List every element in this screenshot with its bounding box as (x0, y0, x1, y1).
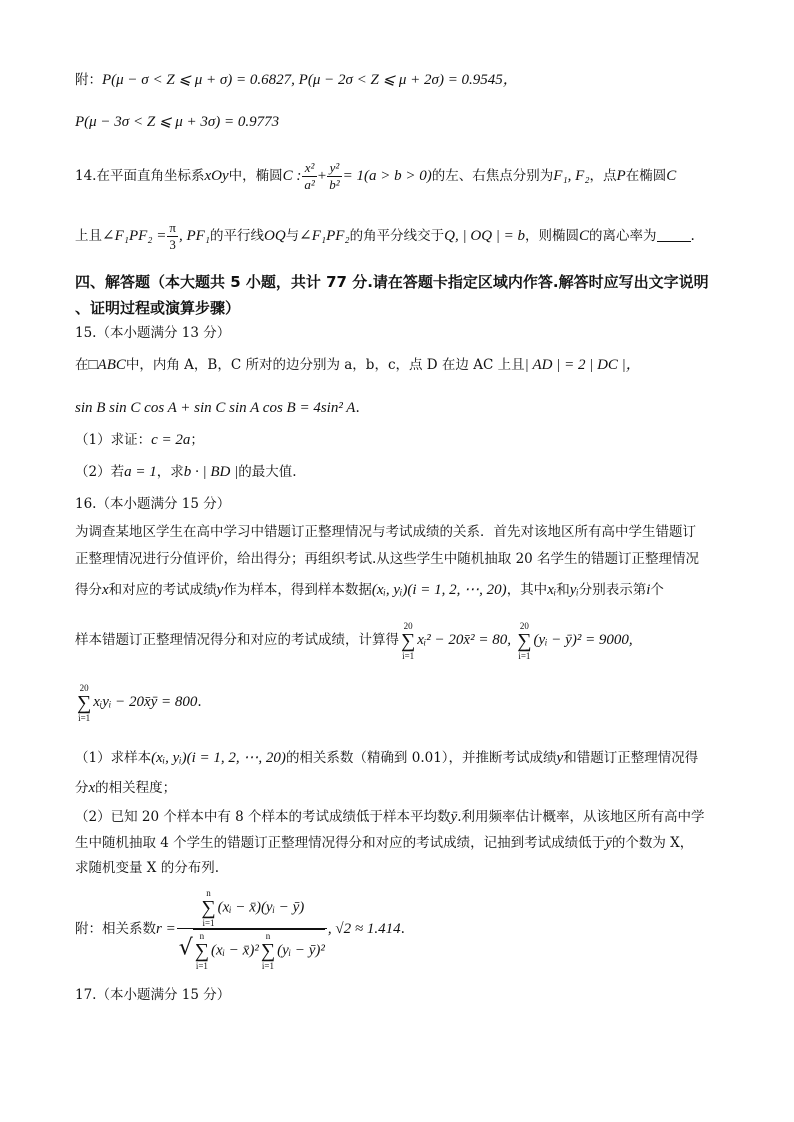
q15-text: ，求 (156, 464, 184, 480)
q16-text: 分别表示第 (578, 582, 647, 598)
q16-text: 作为样本，得到样本数据 (223, 582, 372, 598)
q16-sub-1-line-2 (75, 778, 176, 798)
q16-sub-1-line-1 (75, 748, 698, 768)
ellipse-condition: = 1(a > b > 0) (342, 168, 432, 184)
q16-text: 生中随机抽取 4 个学生的错题订正整理情况得分和对应的考试成绩，记抽到考试成绩低于 (75, 835, 606, 851)
b-times-bd: b · | BD | (183, 464, 239, 480)
q16-text: （2）已知 20 个样本中有 8 个样本的考试成绩低于样本平均数 (75, 809, 451, 825)
sigma-symbol: n ∑ i=1 (260, 931, 276, 971)
sum-upper: n (206, 888, 211, 898)
sigma-symbol: 20 ∑ i=1 (77, 682, 92, 723)
q16-text: ，其中 (506, 582, 548, 598)
q15-text: 在 (75, 357, 89, 373)
var-ybar: ȳ (605, 835, 612, 851)
ad-dc-condition: | AD | = 2 | DC |， (524, 357, 641, 373)
q14-text: 的离心率为 (589, 228, 657, 244)
var-xi: xᵢ (547, 582, 557, 598)
trig-equation: sin B sin C cos A + sin C sin A cos B = 4sin² A (75, 400, 356, 416)
frac-den: b² (329, 177, 340, 192)
sigma-symbol: 20 ∑ i=1 (517, 620, 532, 661)
q-condition: Q, | OQ | = b (444, 228, 526, 244)
q15-text: ； (190, 432, 204, 448)
sum-lower: i=1 (261, 961, 274, 971)
q16-text: 样本错题订正整理情况得分和对应的考试成绩，计算得 (75, 632, 399, 648)
var-y: y (216, 582, 224, 598)
point-p: P (616, 168, 626, 184)
sqrt-body (193, 929, 325, 971)
q15-text: （1）求证： (75, 432, 152, 448)
q16-period: . (400, 921, 405, 937)
sum-lower: i=1 (202, 918, 215, 928)
sqrt-icon: √ (178, 935, 193, 961)
frac-num: π (169, 220, 176, 235)
correlation-appendix (75, 888, 405, 970)
q15-part-1 (75, 430, 204, 450)
appendix-label: 附： (75, 72, 102, 88)
fraction-pi-3 (167, 220, 178, 253)
q15-header: 15.（本小题满分 13 分） (75, 325, 231, 341)
section-4-heading-line-2: 、证明过程或演算步骤） (75, 299, 241, 317)
q16-text: 和 (556, 582, 570, 598)
q16-text: 的相关程度； (95, 780, 177, 796)
appendix-normal-line-1 (75, 70, 518, 90)
q14-text: 的左、右焦点分别为 (431, 168, 554, 184)
correlation-denominator (177, 929, 327, 971)
q16-text: 得分 (75, 582, 102, 598)
q16-text: .利用频率估计概率，从该地区所有高中学 (457, 809, 705, 825)
denominator-expr-1: (xᵢ − x̄)² (211, 942, 259, 959)
eq-sum-y: (yᵢ − ȳ)² = 9000, (533, 632, 633, 648)
triangle-abc: □ABC (88, 357, 126, 373)
ellipse-c: C (666, 168, 677, 184)
q14-text: 的平行线 (209, 228, 264, 244)
var-ybar: ȳ (450, 809, 458, 825)
var-r: r = (156, 921, 176, 937)
q16-para-line-3 (75, 580, 664, 600)
q15-part-2 (75, 462, 297, 482)
q15-text: （2）若 (75, 464, 125, 480)
sum-lower: i=1 (518, 650, 531, 661)
q17-header: 17.（本小题满分 15 分） (75, 987, 231, 1003)
var-x: x (88, 780, 96, 796)
var-x: x (102, 582, 109, 598)
normal-formula-2: P(μ − 3σ < Z ⩽ μ + 3σ) = 0.9773 (75, 114, 280, 130)
q15-equation (75, 398, 360, 418)
sum-lower: i=1 (195, 961, 208, 971)
sqrt2-approx: , √2 ≈ 1.414 (327, 921, 401, 937)
q14-ellipse-label: C : (282, 168, 302, 184)
q14-text: ，则椭圆 (525, 228, 580, 244)
q16-sub-2-line-1 (75, 807, 705, 827)
var-i: i (646, 582, 651, 598)
q16-sub-2-line-2 (75, 833, 693, 853)
sum-lower: i=1 (402, 650, 415, 661)
q14-coord: xOy (204, 168, 229, 184)
q14-period: . (690, 228, 695, 244)
ellipse-c: C (579, 228, 590, 244)
q14-text: 中，椭圆 (228, 168, 283, 184)
sum-upper: 20 (403, 620, 413, 631)
correlation-fraction (177, 888, 327, 971)
q15-stem-line-1 (75, 355, 641, 375)
correlation-numerator (177, 888, 327, 929)
q16-para-line-2: 正整理情况进行分值评价，给出得分；再组织考试.从这些学生中随机抽取 20 名学生的错题订正整理情况 (75, 551, 700, 567)
line-oq: OQ (263, 228, 286, 244)
q16-text: 分 (75, 780, 89, 796)
a-eq-1: a = 1 (124, 464, 157, 480)
frac-den: 3 (169, 237, 176, 252)
angle-f1pf2: ∠F₁PF₂ = (102, 228, 167, 244)
q16-para-line-5 (75, 682, 202, 723)
q16-text: 和对应的考试成绩 (108, 582, 217, 598)
var-y: y (556, 750, 564, 766)
q16-text: 和错题订正整理情况得 (563, 750, 699, 766)
var-yi: yᵢ (569, 582, 579, 598)
sum-upper: n (265, 931, 271, 941)
segment-pf1: , PF₁ (178, 228, 210, 244)
sigma-symbol: 20 ∑ i=1 (401, 620, 416, 661)
q14-text: 在椭圆 (625, 168, 667, 184)
q16-text: 的相关系数（精确到 0.01），并推断考试成绩 (285, 750, 557, 766)
q16-text: 个 (650, 582, 664, 598)
c-eq-2a: c = 2a (151, 432, 191, 448)
q16-para-line-4 (75, 620, 633, 661)
denominator-expr-2: (yᵢ − ȳ)² (277, 942, 325, 959)
q14-line-2 (75, 218, 695, 254)
q14-text: 14.在平面直角坐标系 (75, 168, 205, 184)
q16-text: 的个数为 X， (611, 835, 694, 851)
sample-data: (xᵢ, yᵢ)(i = 1, 2, ⋯, 20) (151, 750, 286, 766)
sum-upper: 20 (519, 620, 529, 631)
fraction-x2-a2 (302, 160, 316, 193)
q15-text: 中，内角 A，B，C 所对的边分别为 a，b，c，点 D 在边 AC 上且 (125, 357, 525, 373)
q14-text: ，点 (589, 168, 617, 184)
answer-blank[interactable] (657, 227, 691, 242)
frac-den: a² (304, 177, 315, 192)
frac-num: y² (327, 160, 341, 177)
q14-text: 的角平分线交于 (349, 228, 445, 244)
numerator-expr: (xᵢ − x̄)(yᵢ − ȳ) (217, 899, 305, 916)
appendix-normal-line-2 (75, 112, 279, 132)
eq-sum-x: xᵢ² − 20x̄² = 80, (417, 632, 511, 648)
appendix-label: 附：相关系数 (75, 921, 156, 937)
sample-data: (xᵢ, yᵢ)(i = 1, 2, ⋯, 20) (371, 582, 507, 598)
eq-sum-xy: xᵢyᵢ − 20x̄ȳ = 800 (93, 694, 198, 710)
sum-upper: n (199, 931, 205, 941)
normal-formula-1: P(μ − σ < Z ⩽ μ + σ) = 0.6827, P(μ − 2σ < Z ⩽ μ + 2σ) = 0.9545， (102, 72, 518, 88)
q15-period: . (355, 400, 360, 416)
foci: F₁, F₂ (553, 168, 590, 184)
q16-para-line-1: 为调查某地区学生在高中学习中错题订正整理情况与考试成绩的关系．首先对该地区所有高中学生错题订 (75, 524, 696, 540)
sum-upper: 20 (79, 682, 89, 693)
q14-text: 与 (285, 228, 300, 244)
sigma-symbol: n ∑ i=1 (194, 931, 210, 971)
q16-sub-2-line-3: 求随机变量 X 的分布列. (75, 860, 219, 876)
q16-header: 16.（本小题满分 15 分） (75, 496, 231, 512)
sigma-symbol: n ∑ i=1 (201, 888, 216, 928)
frac-num: x² (302, 160, 316, 177)
q16-text: （1）求样本 (75, 750, 152, 766)
section-4-heading-line-1: 四、解答题（本大题共 5 小题，共计 77 分.请在答题卡指定区域内作答.解答时应写出文字说明 (75, 273, 709, 291)
fraction-y2-b2 (327, 160, 341, 193)
angle-f1pf2-2: ∠F₁PF₂ (299, 228, 350, 244)
plus-sign: + (317, 168, 327, 184)
q14-text: 上且 (75, 228, 102, 244)
q14-line-1 (75, 158, 676, 194)
q16-period: . (197, 694, 202, 710)
q15-text: 的最大值. (238, 464, 297, 480)
sum-lower: i=1 (78, 712, 91, 723)
